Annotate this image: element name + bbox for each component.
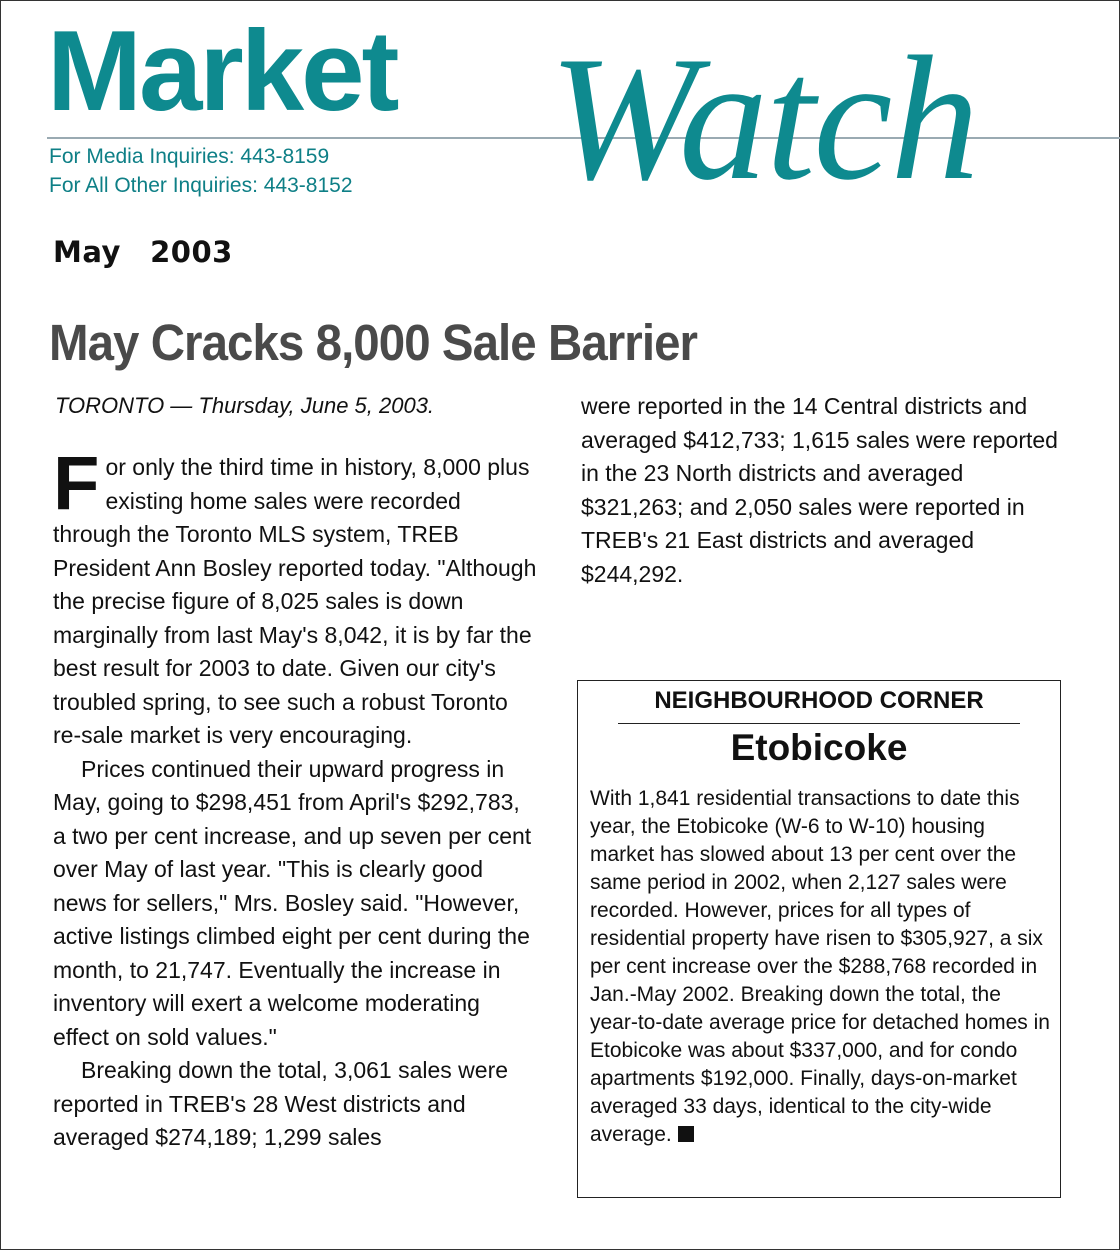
article-column-left — [53, 441, 537, 1155]
drop-cap: F — [53, 441, 100, 526]
article-column-right — [581, 390, 1071, 591]
media-inquiries: For Media Inquiries: 443-8159 — [49, 145, 330, 168]
neighbourhood-corner-body — [590, 785, 1052, 1149]
neighbourhood-corner-text: With 1,841 residential transactions to date this year, the Etobicoke (W-6 to W-10) housing market has slowed about 13 per cent over the same period in 2002, when 2,127 sales were recorded. However, prices for all types of residential property have risen to $305,927, a six per cent increase over the $288,768 recorded in Jan.-May 2002. Breaking down the total, the year-to-date average price for detached homes in Etobicoke was about $337,000, and for condo apartments $192,000. Finally, days-on-market averaged 33 days, identical to the city-wide average. — [590, 787, 1050, 1146]
paragraph-2: Prices continued their upward progress in May, going to $298,451 from April's $292,783, a two per cent increase, and up seven per cent over May of last year. "This is clearly good news for sellers," Mrs. Bosley said. "However, active listings climbed eight per cent during the month, to 21,747. Eventually the increase in inventory will exert a welcome moderating effect on sold values." — [53, 755, 532, 1050]
article-dateline: TORONTO — Thursday, June 5, 2003. — [55, 393, 435, 418]
other-inquiries: For All Other Inquiries: 443-8152 — [49, 174, 353, 197]
masthead-title-watch: Watch — [549, 19, 978, 217]
paragraph-1-text: or only the third time in history, 8,000 plus existing home sales were recorded through the Toronto MLS system, TREB President Ann Bosley reported today. "Although the precise figure of 8,025 sales is down marginally from last May's 8,042, it is by far the best result for 2003 to date. Given our city's troubled spring, to see such a robust Toronto re-sale market is very encouraging. — [53, 454, 537, 748]
neighbourhood-corner-box — [577, 680, 1061, 1198]
neighbourhood-corner-heading: Etobicoke — [730, 727, 908, 768]
masthead-title-market: Market — [47, 8, 397, 135]
paragraph-3-continued: were reported in the 14 Central districts and averaged $412,733; 1,615 sales were reported in the 23 North districts and averaged $321,263; and 2,050 sales were reported in TREB's 21 East districts and averaged $244,292. — [581, 393, 1058, 587]
paragraph-1 — [53, 441, 537, 753]
article-headline: May Cracks 8,000 Sale Barrier — [49, 314, 698, 371]
paragraph-3: Breaking down the total, 3,061 sales were reported in TREB's 28 West districts and averaged $274,189; 1,299 sales — [53, 1057, 509, 1150]
neighbourhood-corner-title: NEIGHBOURHOOD CORNER — [654, 687, 984, 714]
neighbourhood-corner-rule — [618, 723, 1020, 724]
end-mark-icon — [678, 1126, 694, 1142]
issue-date: May 2003 — [53, 235, 233, 269]
